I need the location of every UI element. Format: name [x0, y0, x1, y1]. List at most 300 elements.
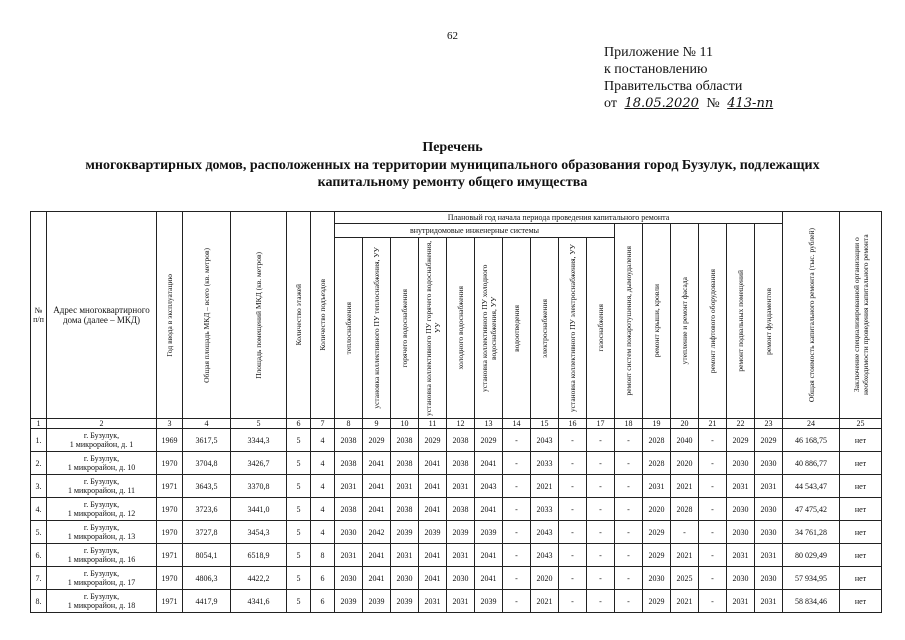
column-number: 23 — [755, 419, 783, 429]
cell-c17: - — [587, 498, 615, 521]
cell-floors: 5 — [287, 498, 311, 521]
cell-c15: 2033 — [531, 498, 559, 521]
column-number: 14 — [503, 419, 531, 429]
houses-table — [30, 211, 882, 613]
header-address-text: Адрес многоквартирного дома (далее – МКД) — [53, 305, 150, 325]
cell-c8: 2030 — [335, 521, 363, 544]
address-street: 1 микрорайон, д. 11 — [67, 486, 136, 495]
header-c13-text: установка коллективного ПУ холодного водоснабжения, УУ — [479, 264, 498, 392]
cell-c22: 2030 — [727, 452, 755, 475]
cell-c18: - — [615, 429, 643, 452]
cell-c23: 2031 — [755, 544, 783, 567]
cell-c19: 2029 — [643, 544, 671, 567]
header-c10 — [391, 238, 419, 419]
address-city: г. Бузулук, — [83, 477, 120, 486]
cell-c11: 2031 — [419, 590, 447, 613]
document-subtitle: многоквартирных домов, расположенных на территории муниципального образования город Бузулук, подлежащих капитальному ремонту общего имущества — [85, 158, 820, 190]
cell-c21: - — [699, 429, 727, 452]
cell-ent: 4 — [311, 429, 335, 452]
cell-prem: 4341,6 — [231, 590, 287, 613]
cell-c23: 2031 — [755, 590, 783, 613]
document-title: Перечень — [422, 140, 483, 155]
cell-concl: нет — [840, 590, 882, 613]
header-c8 — [335, 238, 363, 419]
cell-year: 1971 — [157, 544, 183, 567]
address-street: 1 микрорайон, д. 1 — [69, 440, 134, 449]
cell-c15: 2020 — [531, 567, 559, 590]
header-total-area — [183, 212, 231, 419]
header-floors — [287, 212, 311, 419]
cell-c22: 2029 — [727, 429, 755, 452]
cell-c18: - — [615, 544, 643, 567]
cell-c19: 2020 — [643, 498, 671, 521]
table-row — [31, 498, 882, 521]
header-c17 — [587, 238, 615, 419]
table-row — [31, 544, 882, 567]
cell-c12: 2031 — [447, 475, 475, 498]
cell-c21: - — [699, 521, 727, 544]
cell-c8: 2031 — [335, 475, 363, 498]
cell-c10: 2031 — [391, 475, 419, 498]
column-number: 22 — [727, 419, 755, 429]
cell-c8: 2039 — [335, 590, 363, 613]
cell-c12: 2031 — [447, 544, 475, 567]
cell-concl: нет — [840, 544, 882, 567]
column-number: 18 — [615, 419, 643, 429]
cell-ent: 4 — [311, 475, 335, 498]
header-c16 — [559, 238, 587, 419]
cell-c17: - — [587, 475, 615, 498]
cell-c11: 2041 — [419, 475, 447, 498]
cell-c13: 2041 — [475, 567, 503, 590]
address-city: г. Бузулук, — [83, 523, 120, 532]
header-c15-text: электроснабжения — [540, 298, 549, 358]
header-engineering: внутридомовые инженерные системы — [335, 224, 615, 238]
cell-c18: - — [615, 521, 643, 544]
cell-c19: 2030 — [643, 567, 671, 590]
header-conclusion — [840, 212, 882, 419]
header-c10-text: горячего водоснабжения — [400, 288, 409, 368]
cell-c15: 2043 — [531, 544, 559, 567]
cell-c16: - — [559, 567, 587, 590]
header-c22 — [727, 224, 755, 419]
cell-c9: 2029 — [363, 429, 391, 452]
address-street: 1 микрорайон, д. 16 — [67, 555, 136, 564]
cell-prem: 3441,0 — [231, 498, 287, 521]
cell-total: 3704,8 — [183, 452, 231, 475]
cell-c8: 2038 — [335, 498, 363, 521]
header-c23 — [755, 224, 783, 419]
address-street: 1 микрорайон, д. 17 — [67, 578, 136, 587]
cell-floors: 5 — [287, 590, 311, 613]
cell-concl: нет — [840, 521, 882, 544]
header-c12-text: холодного водоснабжения — [456, 286, 465, 370]
cell-c20: 2025 — [671, 567, 699, 590]
cell-concl: нет — [840, 475, 882, 498]
cell-c14: - — [503, 567, 531, 590]
decree-number: 413-пп — [727, 96, 774, 111]
cell-n: 6. — [31, 544, 47, 567]
cell-c17: - — [587, 521, 615, 544]
header-year — [157, 212, 183, 419]
column-number: 8 — [335, 419, 363, 429]
cell-c9: 2041 — [363, 567, 391, 590]
cell-c14: - — [503, 429, 531, 452]
column-number: 12 — [447, 419, 475, 429]
table-row — [31, 521, 882, 544]
column-number: 6 — [287, 419, 311, 429]
cell-c17: - — [587, 429, 615, 452]
cell-c18: - — [615, 498, 643, 521]
cell-c15: 2043 — [531, 429, 559, 452]
cell-c9: 2041 — [363, 544, 391, 567]
cell-cost: 47 475,42 — [783, 498, 840, 521]
decree-date: 18.05.2020 — [624, 96, 699, 111]
cell-c20: 2040 — [671, 429, 699, 452]
cell-cost: 46 168,75 — [783, 429, 840, 452]
cell-address — [47, 544, 157, 567]
cell-c10: 2038 — [391, 429, 419, 452]
cell-c9: 2041 — [363, 452, 391, 475]
header-total-cost — [783, 212, 840, 419]
cell-cost: 58 834,46 — [783, 590, 840, 613]
header-c15 — [531, 238, 559, 419]
header-total-area-text: Общая площадь МКД – всего (кв. метров) — [202, 247, 211, 383]
address-city: г. Бузулук, — [83, 431, 120, 440]
cell-prem: 6518,9 — [231, 544, 287, 567]
column-number: 19 — [643, 419, 671, 429]
header-c9 — [363, 238, 391, 419]
address-street: 1 микрорайон, д. 13 — [67, 532, 136, 541]
cell-c22: 2031 — [727, 590, 755, 613]
cell-c11: 2041 — [419, 498, 447, 521]
cell-c13: 2041 — [475, 544, 503, 567]
header-address — [47, 212, 157, 419]
table-row — [31, 452, 882, 475]
cell-c14: - — [503, 452, 531, 475]
header-conclusion-text: Заключение специализированной организации о необходимости проведения капитального ремонта — [851, 234, 870, 396]
cell-c19: 2028 — [643, 452, 671, 475]
header-total-cost-text: Общая стоимость капитального ремонта (тыс. рублей) — [806, 227, 816, 403]
cell-c18: - — [615, 590, 643, 613]
header-c19-text: ремонт крыши, кровли — [652, 284, 661, 358]
header-c21-text: ремонт лифтового оборудования — [708, 268, 717, 374]
cell-total: 3617,5 — [183, 429, 231, 452]
column-number: 9 — [363, 419, 391, 429]
cell-c23: 2030 — [755, 567, 783, 590]
cell-address — [47, 521, 157, 544]
cell-year: 1970 — [157, 452, 183, 475]
cell-address — [47, 567, 157, 590]
cell-prem: 3426,7 — [231, 452, 287, 475]
cell-prem: 3370,8 — [231, 475, 287, 498]
cell-c23: 2031 — [755, 475, 783, 498]
from-label: от — [604, 96, 617, 111]
cell-c16: - — [559, 452, 587, 475]
cell-c14: - — [503, 544, 531, 567]
header-c18-text: ремонт систем пожаротушения, дымоудаления — [624, 246, 633, 396]
cell-address — [47, 452, 157, 475]
cell-c16: - — [559, 475, 587, 498]
header-c9-text: установка коллективного ПУ теплоснабжения, УУ — [372, 247, 381, 409]
cell-floors: 5 — [287, 452, 311, 475]
column-number: 24 — [783, 419, 840, 429]
cell-c20: 2020 — [671, 452, 699, 475]
cell-ent: 4 — [311, 521, 335, 544]
cell-address — [47, 429, 157, 452]
cell-c8: 2038 — [335, 452, 363, 475]
cell-c8: 2030 — [335, 567, 363, 590]
cell-c10: 2039 — [391, 590, 419, 613]
cell-c18: - — [615, 475, 643, 498]
cell-c23: 2030 — [755, 452, 783, 475]
cell-c16: - — [559, 498, 587, 521]
cell-year: 1971 — [157, 590, 183, 613]
cell-c9: 2039 — [363, 590, 391, 613]
cell-ent: 6 — [311, 567, 335, 590]
cell-c19: 2028 — [643, 429, 671, 452]
cell-n: 5. — [31, 521, 47, 544]
cell-ent: 6 — [311, 590, 335, 613]
cell-n: 3. — [31, 475, 47, 498]
header-c14-text: водоотведения — [512, 304, 521, 352]
cell-prem: 3454,3 — [231, 521, 287, 544]
address-city: г. Бузулук, — [83, 569, 120, 578]
cell-ent: 4 — [311, 452, 335, 475]
table-row — [31, 567, 882, 590]
cell-c13: 2039 — [475, 521, 503, 544]
cell-c13: 2029 — [475, 429, 503, 452]
cell-c19: 2029 — [643, 521, 671, 544]
cell-c17: - — [587, 590, 615, 613]
address-street: 1 микрорайон, д. 10 — [67, 463, 136, 472]
cell-c21: - — [699, 498, 727, 521]
cell-c14: - — [503, 498, 531, 521]
cell-c16: - — [559, 521, 587, 544]
address-city: г. Бузулук, — [83, 454, 120, 463]
cell-c22: 2030 — [727, 567, 755, 590]
cell-total: 4417,9 — [183, 590, 231, 613]
cell-c14: - — [503, 521, 531, 544]
header-c18 — [615, 224, 643, 419]
header-c20 — [671, 224, 699, 419]
cell-total: 3723,6 — [183, 498, 231, 521]
header-c12 — [447, 238, 475, 419]
cell-cost: 40 886,77 — [783, 452, 840, 475]
column-number: 15 — [531, 419, 559, 429]
cell-concl: нет — [840, 452, 882, 475]
table-body — [31, 429, 882, 613]
column-number: 21 — [699, 419, 727, 429]
cell-prem: 4422,2 — [231, 567, 287, 590]
header-entrances — [311, 212, 335, 419]
column-number: 3 — [157, 419, 183, 429]
cell-c15: 2033 — [531, 452, 559, 475]
cell-c10: 2038 — [391, 452, 419, 475]
cell-c23: 2030 — [755, 498, 783, 521]
cell-c11: 2041 — [419, 452, 447, 475]
cell-ent: 4 — [311, 498, 335, 521]
cell-c20: 2028 — [671, 498, 699, 521]
cell-c16: - — [559, 590, 587, 613]
header-planned-year: Плановый год начала периода проведения капитального ремонта — [335, 212, 783, 224]
cell-c12: 2039 — [447, 521, 475, 544]
address-city: г. Бузулук, — [83, 546, 120, 555]
appendix-line-1: Приложение № 11 — [604, 45, 713, 60]
cell-c11: 2041 — [419, 544, 447, 567]
header-c17-text: газоснабжения — [596, 304, 605, 352]
cell-n: 2. — [31, 452, 47, 475]
cell-c13: 2041 — [475, 452, 503, 475]
cell-c8: 2038 — [335, 429, 363, 452]
appendix-block — [604, 44, 777, 112]
cell-c10: 2031 — [391, 544, 419, 567]
cell-floors: 5 — [287, 475, 311, 498]
cell-concl: нет — [840, 429, 882, 452]
table-row — [31, 590, 882, 613]
cell-c15: 2043 — [531, 521, 559, 544]
cell-floors: 5 — [287, 429, 311, 452]
column-number: 17 — [587, 419, 615, 429]
cell-c13: 2041 — [475, 498, 503, 521]
cell-c23: 2030 — [755, 521, 783, 544]
cell-c14: - — [503, 475, 531, 498]
cell-c12: 2038 — [447, 429, 475, 452]
column-number: 1 — [31, 419, 47, 429]
address-street: 1 микрорайон, д. 12 — [67, 509, 136, 518]
cell-c17: - — [587, 452, 615, 475]
column-number: 2 — [47, 419, 157, 429]
cell-total: 4806,3 — [183, 567, 231, 590]
header-c14 — [503, 238, 531, 419]
cell-c12: 2038 — [447, 452, 475, 475]
header-c22-text: ремонт подвальных помещений — [736, 270, 745, 372]
cell-c15: 2021 — [531, 590, 559, 613]
cell-c19: 2031 — [643, 475, 671, 498]
cell-c9: 2041 — [363, 475, 391, 498]
cell-c8: 2031 — [335, 544, 363, 567]
cell-ent: 8 — [311, 544, 335, 567]
cell-c21: - — [699, 452, 727, 475]
column-number: 20 — [671, 419, 699, 429]
cell-c15: 2021 — [531, 475, 559, 498]
appendix-line-2: к постановлению — [604, 62, 708, 77]
cell-c11: 2029 — [419, 429, 447, 452]
cell-address — [47, 475, 157, 498]
cell-cost: 44 543,47 — [783, 475, 840, 498]
table-row — [31, 429, 882, 452]
column-number: 25 — [840, 419, 882, 429]
column-number: 4 — [183, 419, 231, 429]
cell-c22: 2031 — [727, 475, 755, 498]
cell-c20: - — [671, 521, 699, 544]
column-number-row — [31, 419, 882, 429]
header-entrances-text: Количество подъездов — [318, 279, 327, 351]
number-label: № — [706, 96, 720, 111]
header-c16-text: установка коллективного ПУ электроснабжения, УУ — [568, 243, 577, 413]
header-c8-text: теплоснабжения — [344, 301, 353, 355]
cell-c10: 2039 — [391, 521, 419, 544]
cell-c9: 2042 — [363, 521, 391, 544]
cell-c22: 2030 — [727, 498, 755, 521]
cell-c17: - — [587, 544, 615, 567]
cell-c13: 2043 — [475, 475, 503, 498]
header-c13 — [475, 238, 503, 419]
header-c19 — [643, 224, 671, 419]
header-premises-area-text: Площадь помещений МКД (кв. метров) — [254, 251, 263, 379]
page-number: 62 — [447, 30, 458, 42]
table-row — [31, 475, 882, 498]
cell-prem: 3344,3 — [231, 429, 287, 452]
cell-c22: 2030 — [727, 521, 755, 544]
cell-c21: - — [699, 567, 727, 590]
address-street: 1 микрорайон, д. 18 — [67, 601, 136, 610]
cell-c20: 2021 — [671, 475, 699, 498]
cell-year: 1970 — [157, 521, 183, 544]
cell-cost: 80 029,49 — [783, 544, 840, 567]
cell-concl: нет — [840, 498, 882, 521]
cell-c16: - — [559, 429, 587, 452]
cell-c19: 2029 — [643, 590, 671, 613]
cell-total: 3727,8 — [183, 521, 231, 544]
cell-c23: 2029 — [755, 429, 783, 452]
cell-floors: 5 — [287, 567, 311, 590]
cell-c12: 2038 — [447, 498, 475, 521]
column-number: 13 — [475, 419, 503, 429]
column-number: 16 — [559, 419, 587, 429]
cell-c12: 2031 — [447, 590, 475, 613]
cell-year: 1969 — [157, 429, 183, 452]
cell-c11: 2039 — [419, 521, 447, 544]
cell-address — [47, 590, 157, 613]
cell-c12: 2030 — [447, 567, 475, 590]
header-c21 — [699, 224, 727, 419]
header-premises-area — [231, 212, 287, 419]
cell-concl: нет — [840, 567, 882, 590]
cell-n: 4. — [31, 498, 47, 521]
column-number: 5 — [231, 419, 287, 429]
cell-n: 7. — [31, 567, 47, 590]
header-c11-text: установка коллективного ПУ горячего водоснабжения, УУ — [423, 240, 442, 416]
cell-c21: - — [699, 544, 727, 567]
header-c20-text: утепление и ремонт фасада — [680, 277, 689, 365]
cell-c10: 2038 — [391, 498, 419, 521]
cell-c20: 2021 — [671, 544, 699, 567]
column-number: 10 — [391, 419, 419, 429]
cell-c10: 2030 — [391, 567, 419, 590]
cell-c18: - — [615, 452, 643, 475]
cell-n: 1. — [31, 429, 47, 452]
cell-c11: 2041 — [419, 567, 447, 590]
cell-c21: - — [699, 590, 727, 613]
cell-c17: - — [587, 567, 615, 590]
cell-c20: 2021 — [671, 590, 699, 613]
header-c23-text: ремонт фундаментов — [764, 287, 773, 355]
address-city: г. Бузулук, — [83, 592, 120, 601]
header-floors-text: Количество этажей — [294, 284, 303, 346]
cell-year: 1971 — [157, 475, 183, 498]
address-city: г. Бузулук, — [83, 500, 120, 509]
cell-address — [47, 498, 157, 521]
appendix-line-3: Правительства области — [604, 79, 743, 94]
header-year-text: Год ввода в эксплуатацию — [165, 273, 174, 357]
cell-floors: 5 — [287, 521, 311, 544]
cell-c18: - — [615, 567, 643, 590]
cell-c21: - — [699, 475, 727, 498]
cell-n: 8. — [31, 590, 47, 613]
cell-total: 8054,1 — [183, 544, 231, 567]
cell-cost: 34 761,28 — [783, 521, 840, 544]
